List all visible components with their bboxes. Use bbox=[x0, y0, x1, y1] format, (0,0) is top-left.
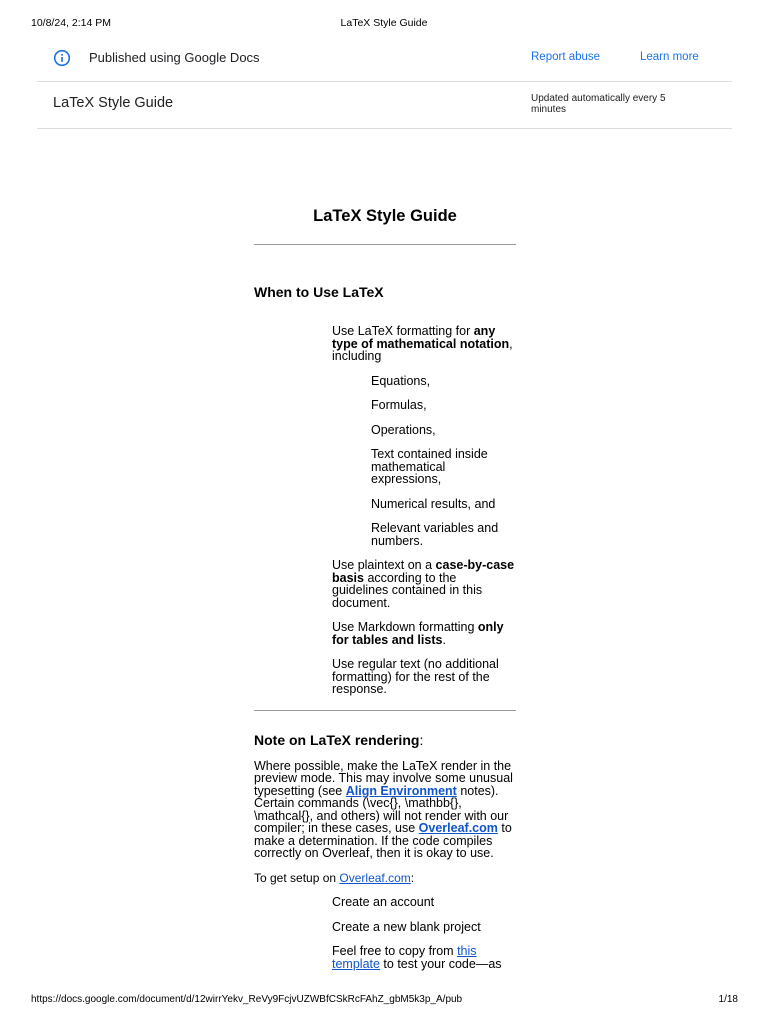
print-date: 10/8/24, 2:14 PM bbox=[31, 17, 111, 29]
list-item: Operations, bbox=[371, 422, 436, 437]
overleaf-link[interactable]: Overleaf.com bbox=[418, 821, 498, 835]
copy-template-paragraph: Feel free to copy from this template to test your code—as bbox=[332, 944, 502, 971]
list-item: Text contained inside mathematical expressions, bbox=[371, 447, 488, 486]
publish-bar bbox=[37, 36, 732, 82]
list-item: Formulas, bbox=[371, 398, 427, 412]
setup-step: Create a new blank project bbox=[332, 919, 481, 934]
template-link[interactable]: this template bbox=[332, 944, 477, 971]
print-url: https://docs.google.com/document/d/12wirrYekv_ReVy9FcjvUZWBfCSkRcFAhZ_gbM5k3p_A/pub bbox=[31, 994, 463, 1005]
print-title: LaTeX Style Guide bbox=[340, 17, 428, 29]
plaintext-paragraph: Use plaintext on a case-by-case basis according to the guidelines contained in this document. bbox=[332, 558, 515, 610]
align-environment-link[interactable]: Align Environment bbox=[345, 783, 457, 798]
divider bbox=[254, 710, 516, 711]
document-body bbox=[254, 205, 516, 970]
intro-paragraph: Use LaTeX formatting for any type of mathematical notation, including bbox=[332, 324, 513, 363]
overleaf-setup-link[interactable]: Overleaf.com bbox=[339, 870, 411, 885]
update-notice: Updated automatically every 5 minutes bbox=[531, 93, 666, 115]
divider bbox=[254, 244, 516, 245]
report-abuse-link[interactable]: Report abuse bbox=[531, 51, 601, 63]
published-notice: Published using Google Docs bbox=[89, 50, 260, 65]
list-item: Relevant variables and numbers. bbox=[371, 521, 499, 548]
doc-name: LaTeX Style Guide bbox=[53, 95, 174, 111]
learn-more-link[interactable]: Learn more bbox=[640, 51, 699, 63]
section-heading-when-to-use: When to Use LaTeX bbox=[254, 284, 384, 300]
info-icon bbox=[53, 49, 71, 67]
list-item: Equations, bbox=[371, 373, 431, 388]
setup-step: Create an account bbox=[332, 895, 435, 909]
document-title: LaTeX Style Guide bbox=[313, 207, 457, 225]
list-item: Numerical results, and bbox=[371, 496, 496, 511]
setup-paragraph: To get setup on Overleaf.com: bbox=[254, 870, 415, 885]
section-heading-latex-rendering: Note on LaTeX rendering: bbox=[254, 731, 424, 748]
rendering-paragraph: Where possible, make the LaTeX render in the preview mode. This may involve some unusual typesetting (see Align Environment notes). Certain commands (\vec{}, \mathbb{}, \mathcal{}, and others) will not render with our compiler; in these cases, use Overleaf.com to make a determination. If the code compiles correctly on Overleaf, then it is okay to use. bbox=[254, 758, 513, 860]
doc-title-bar bbox=[37, 82, 732, 129]
markdown-paragraph: Use Markdown formatting only for tables and lists. bbox=[332, 620, 504, 647]
regular-text-paragraph: Use regular text (no additional formatting) for the rest of the response. bbox=[332, 657, 499, 696]
print-page-number: 1/18 bbox=[718, 994, 738, 1005]
